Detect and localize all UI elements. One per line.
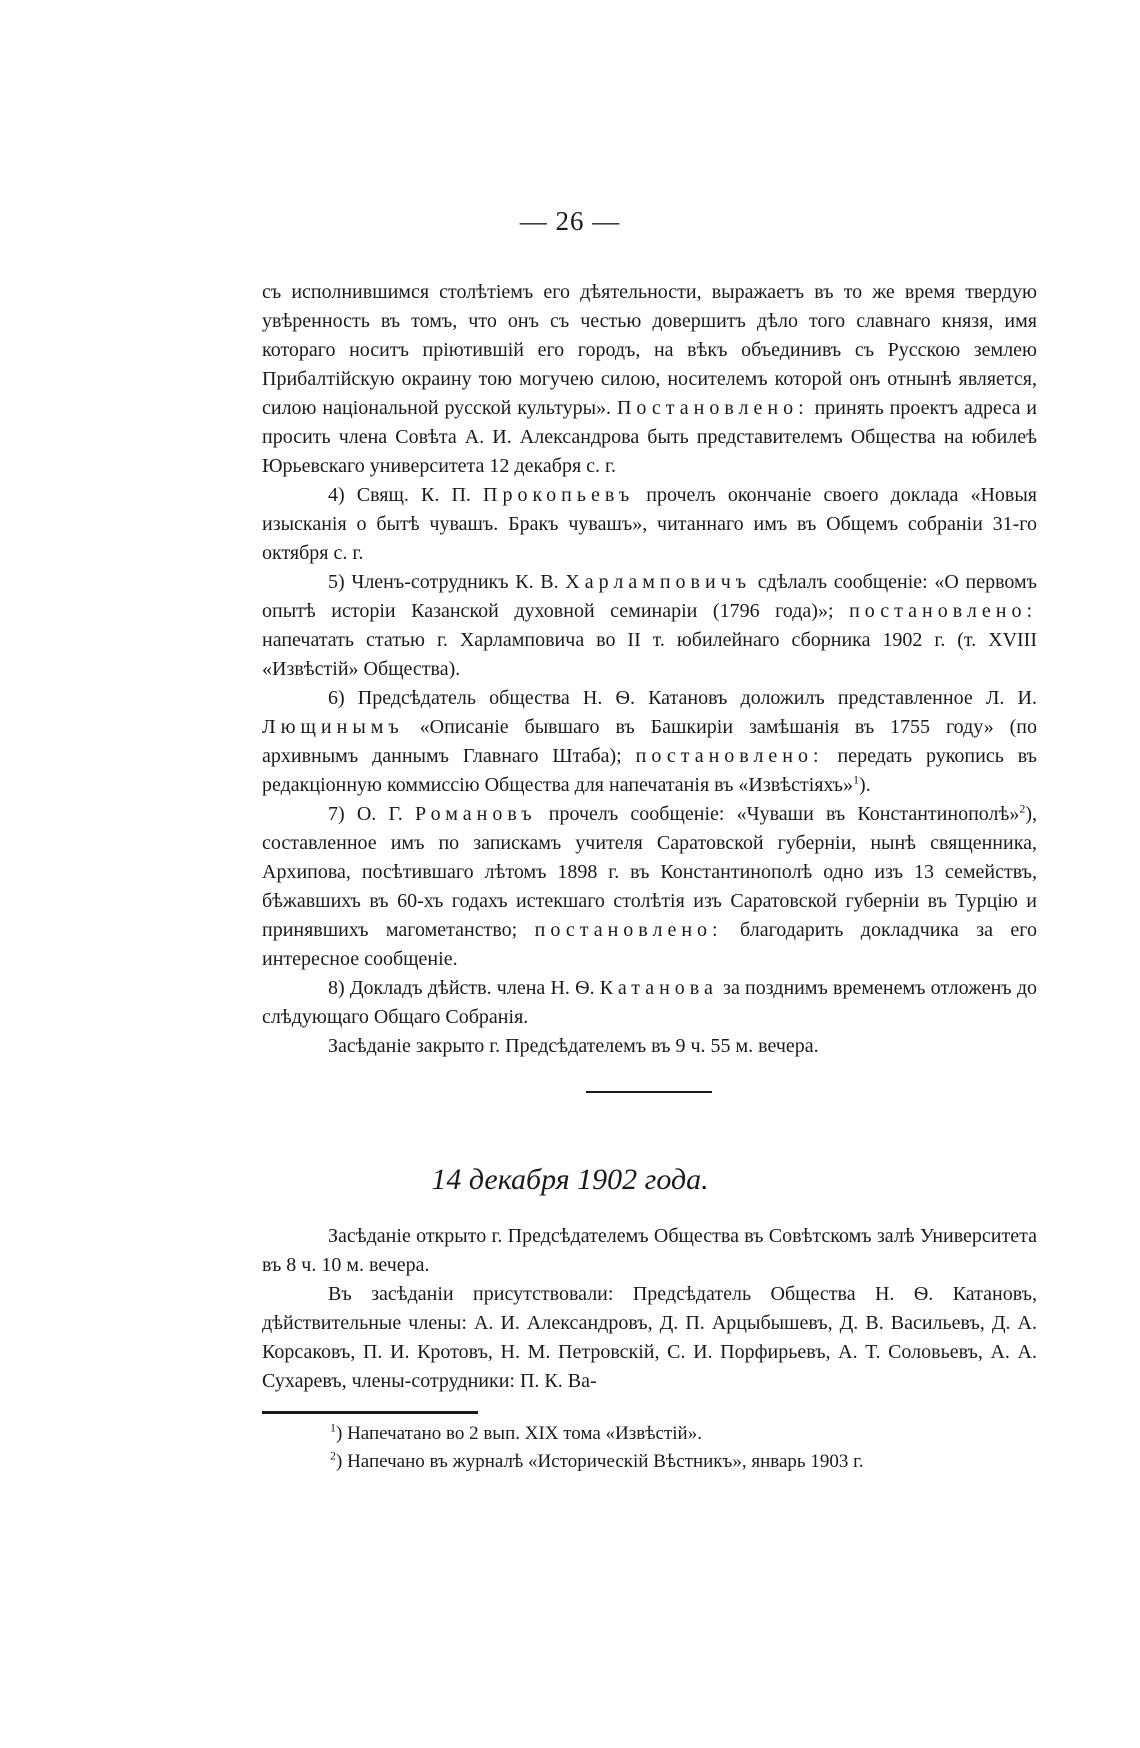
item-7-resolved-label: постановлено: <box>534 919 723 941</box>
item-7-title: прочелъ сообщеніе: «Чуваши въ Константинополѣ» <box>548 803 1020 825</box>
footnote-1 <box>330 1420 1050 1448</box>
footnote-2-mark: 2 <box>330 1448 336 1463</box>
page-number: — 26 — <box>519 206 621 236</box>
section-divider <box>586 1091 712 1093</box>
item-5-text: сдѣлалъ сообщеніе: «О первомъ опытѣ исторіи Казанской духовной семинаріи (1796 года)»; <box>262 571 1038 622</box>
session-date-heading: 14 декабря 1902 года. <box>431 1163 709 1196</box>
item-6-author: Лющинымъ <box>262 716 404 738</box>
item-8-speaker: Катанова <box>599 977 718 999</box>
item-4-text: прочелъ окончаніе своего доклада «Новыя изысканія о бытѣ чувашъ. Бракъ чувашъ», читаннаго имъ въ Общемъ собраніи 31-го октября с. г. <box>262 484 1038 564</box>
item-4-speaker: Прокопьевъ <box>483 484 635 506</box>
address-text: съ исполнившимся столѣтіемъ его дѣятельности, выражаетъ въ то же время твердую увѣренность въ томъ, что онъ съ честью довершитъ дѣло того славнаго князя, имя котораго носитъ пріютившій его городъ, на вѣкъ объединивъ съ Русскою землею Прибалтійскую окраину тою могучею силою, носителемъ которой онъ отнынѣ является, силою національной русской культуры». <box>262 281 1037 419</box>
item-6-end: ). <box>859 774 871 796</box>
item-7-text: ), составленное имъ по запискамъ учителя Саратовской губерніи, нынѣ священника, Архипова, посѣтившаго лѣтомъ 1898 г. въ Константинополѣ одно изъ 13 семействъ, бѣжавшихъ въ 60-хъ годахъ истекшаго столѣтія изъ Саратовской губерніи въ Турцію и принявшихъ магометанство; <box>262 803 1038 941</box>
item-6 <box>262 684 1037 800</box>
attendance-list: Въ засѣданіи присутствовали: Предсѣдатель Общества Н. Ѳ. Катановъ, дѣйствительные члены: А. И. Александровъ, Д. П. Арцыбышевъ, Д. В. Васильевъ, Д. А. Корсаковъ, П. И. Кротовъ, Н. М. Петровскій, С. И. Порфирьевъ, А. Т. Соловьевъ, А. А. Сухаревъ, члены-сотрудники: П. К. Ва- <box>262 1283 1037 1392</box>
main-text-section-2 <box>262 1222 1037 1396</box>
item-5 <box>262 568 1037 684</box>
item-4 <box>262 481 1037 568</box>
closing-statement: Засѣданіе закрыто г. Предсѣдателемъ въ 9 ч. 55 м. вечера. <box>328 1035 819 1057</box>
footnotes <box>330 1420 1050 1476</box>
item-5-resolved-label: постановлено: <box>849 600 1038 622</box>
resolution-text: принять проектъ адреса и просить члена Совѣта А. И. Александрова быть представителемъ Общества на юбилеѣ Юрьевскаго университета 12 декабря с. г. <box>262 397 1037 477</box>
item-5-resolution: напечатать статью г. Харламповича во II т. юбилейнаго сборника 1902 г. (т. XVIII «Извѣстій» Общества). <box>262 629 1037 680</box>
item-4-intro: 4) Свящ. К. П. <box>328 484 471 506</box>
item-7-resolution: благодарить докладчика за его интересное сообщеніе. <box>262 919 1038 970</box>
item-7-intro: 7) О. Г. <box>328 803 403 825</box>
item-8 <box>262 974 1037 1032</box>
resolved-label: Постановлено: <box>616 397 809 419</box>
item-6-resolution: передать рукопись въ редакціонную коммиссію Общества для напечатанія въ «Извѣстіяхъ» <box>262 745 1038 796</box>
paragraph-address-text <box>262 278 1037 481</box>
item-5-speaker: Харламповичъ <box>565 571 752 593</box>
item-6-text: «Описаніе бывшаго въ Башкиріи замѣшанія въ 1755 году» (по архивнымъ даннымъ Главнаго Штаба); <box>262 716 1037 767</box>
footnote-2-text: ) Напечано въ журналѣ «Историческій Вѣстникъ», январь 1903 г. <box>336 1451 864 1472</box>
footnote-2 <box>330 1448 1050 1476</box>
item-8-text: за позднимъ временемъ отложенъ до слѣдующаго Общаго Собранія. <box>262 977 1037 1028</box>
item-7 <box>262 800 1037 974</box>
session-opening: Засѣданіе открыто г. Предсѣдателемъ Общества въ Совѣтскомъ залѣ Университета въ 8 ч. 10 м. вечера. <box>262 1225 1037 1276</box>
main-text-section-1 <box>262 278 1037 1061</box>
item-6-intro: 6) Предсѣдатель общества Н. Ѳ. Катановъ доложилъ представленное Л. И. <box>328 687 1037 709</box>
item-8-intro: 8) Докладъ дѣйств. члена Н. Ѳ. <box>328 977 595 999</box>
item-5-intro: 5) Членъ-сотрудникъ К. В. <box>328 571 559 593</box>
footnote-rule <box>262 1411 478 1414</box>
item-6-resolved-label: постановлено: <box>635 745 824 767</box>
footnote-ref-2: 2 <box>1019 801 1026 816</box>
item-7-speaker: Романовъ <box>414 803 537 825</box>
footnote-ref-1: 1 <box>853 772 860 787</box>
footnote-1-mark: 1 <box>330 1420 336 1435</box>
footnote-1-text: ) Напечатано во 2 вып. XIX тома «Извѣстій». <box>336 1423 702 1444</box>
